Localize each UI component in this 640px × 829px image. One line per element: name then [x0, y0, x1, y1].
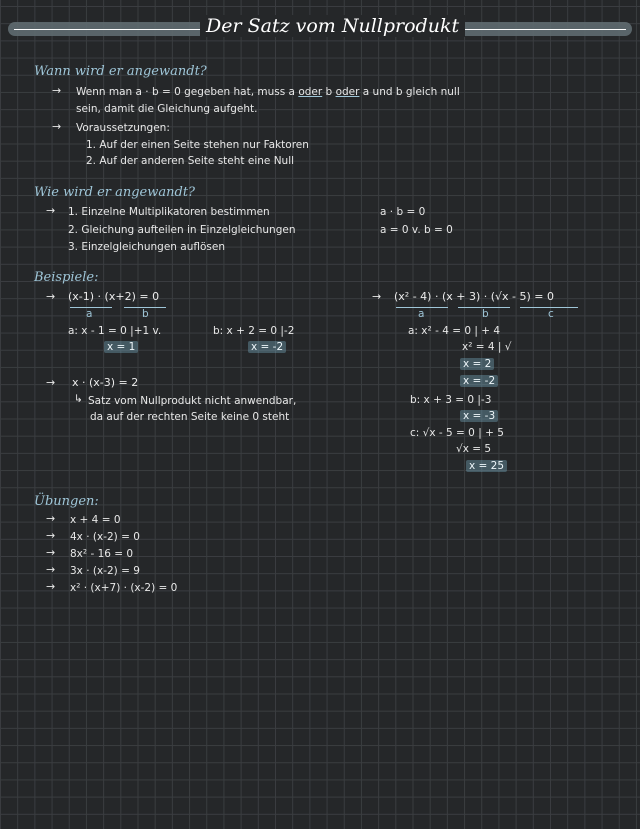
- arrow-icon: →: [46, 580, 56, 593]
- arrow-icon: →: [46, 512, 56, 525]
- page-title: Der Satz vom Nullprodukt: [200, 15, 465, 37]
- example-3-c-result: [466, 460, 507, 472]
- example-2-equation: x · (x-3) = 2: [72, 376, 139, 389]
- how-step-2: 2. Gleichung aufteilen in Einzelgleichungen: [68, 224, 296, 236]
- hook-arrow-icon: ↳: [74, 393, 83, 405]
- exercise-item: x² · (x+7) · (x-2) = 0: [70, 582, 178, 594]
- when-line2: sein, damit die Gleichung aufgeht.: [76, 103, 258, 115]
- when-line1-pre: Wenn man a · b = 0 gegeben hat, muss a: [76, 86, 295, 98]
- arrow-icon: →: [46, 563, 56, 576]
- example-3-label-a: a: [418, 308, 425, 320]
- when-line1: [76, 86, 460, 98]
- example-1-part-a: a: x - 1 = 0 |+1 v.: [68, 325, 162, 337]
- result-highlight: x = -2: [460, 375, 498, 387]
- example-3-b-result: [460, 410, 498, 422]
- arrow-icon: →: [372, 290, 382, 303]
- arrow-icon: →: [52, 84, 62, 97]
- example-3-c-step-1: c: √x - 5 = 0 | + 5: [410, 427, 504, 439]
- prereq-2: 2. Auf der anderen Seite steht eine Null: [86, 155, 295, 167]
- how-eq-1: a · b = 0: [380, 206, 426, 218]
- result-highlight: x = 1: [104, 341, 138, 353]
- arrow-icon: →: [46, 376, 56, 389]
- example-1-result-a: [104, 341, 138, 353]
- arrow-icon: →: [46, 546, 56, 559]
- exercise-item: x + 4 = 0: [70, 514, 121, 526]
- example-3-a-result-2: [460, 375, 498, 387]
- arrow-icon: →: [46, 529, 56, 542]
- arrow-icon: →: [46, 290, 56, 303]
- arrow-icon: →: [46, 204, 56, 217]
- arrow-icon: →: [52, 120, 62, 133]
- example-1-part-b: b: x + 2 = 0 |-2: [213, 325, 295, 337]
- prereq-1: 1. Auf der einen Seite stehen nur Faktoren: [86, 139, 309, 151]
- example-1-label-a: a: [86, 308, 93, 320]
- example-3-equation: (x² - 4) · (x + 3) · (√x - 5) = 0: [394, 290, 555, 303]
- example-1-result-b: [248, 341, 286, 353]
- result-highlight: x = 2: [460, 358, 494, 370]
- when-line1-post: a und b gleich null: [362, 86, 460, 98]
- exercises-heading: Übungen:: [34, 494, 99, 509]
- example-1-label-b: b: [142, 308, 149, 320]
- prereq-label: Voraussetzungen:: [76, 122, 170, 134]
- result-highlight: x = -2: [248, 341, 286, 353]
- when-line1-mid: b: [325, 86, 333, 98]
- how-step-3: 3. Einzelgleichungen auflösen: [68, 241, 225, 253]
- example-2-note-1: Satz vom Nullprodukt nicht anwendbar,: [88, 395, 297, 407]
- title-rule-left: [14, 29, 200, 30]
- examples-heading: Beispiele:: [34, 270, 99, 285]
- when-oder-1: oder: [298, 86, 323, 98]
- example-3-a-result-1: [460, 358, 494, 370]
- example-3-b-step-1: b: x + 3 = 0 |-3: [410, 394, 492, 406]
- example-3-label-b: b: [482, 308, 489, 320]
- result-highlight: x = 25: [466, 460, 507, 472]
- example-3-a-step-1: a: x² - 4 = 0 | + 4: [408, 325, 501, 337]
- when-oder-2: oder: [335, 86, 360, 98]
- exercise-item: 4x · (x-2) = 0: [70, 531, 140, 543]
- how-eq-2: a = 0 v. b = 0: [380, 224, 453, 236]
- example-3-c-step-2: √x = 5: [456, 443, 492, 455]
- exercise-item: 3x · (x-2) = 9: [70, 565, 140, 577]
- exercise-item: 8x² - 16 = 0: [70, 548, 134, 560]
- result-highlight: x = -3: [460, 410, 498, 422]
- example-3-a-step-2: x² = 4 | √: [462, 341, 512, 353]
- how-step-1: 1. Einzelne Multiplikatoren bestimmen: [68, 206, 270, 218]
- section-when-heading: Wann wird er angewandt?: [34, 64, 207, 79]
- section-how-heading: Wie wird er angewandt?: [34, 185, 196, 200]
- example-2-note-2: da auf der rechten Seite keine 0 steht: [90, 411, 290, 423]
- example-3-label-c: c: [548, 308, 554, 320]
- example-1-equation: (x-1) · (x+2) = 0: [68, 290, 160, 303]
